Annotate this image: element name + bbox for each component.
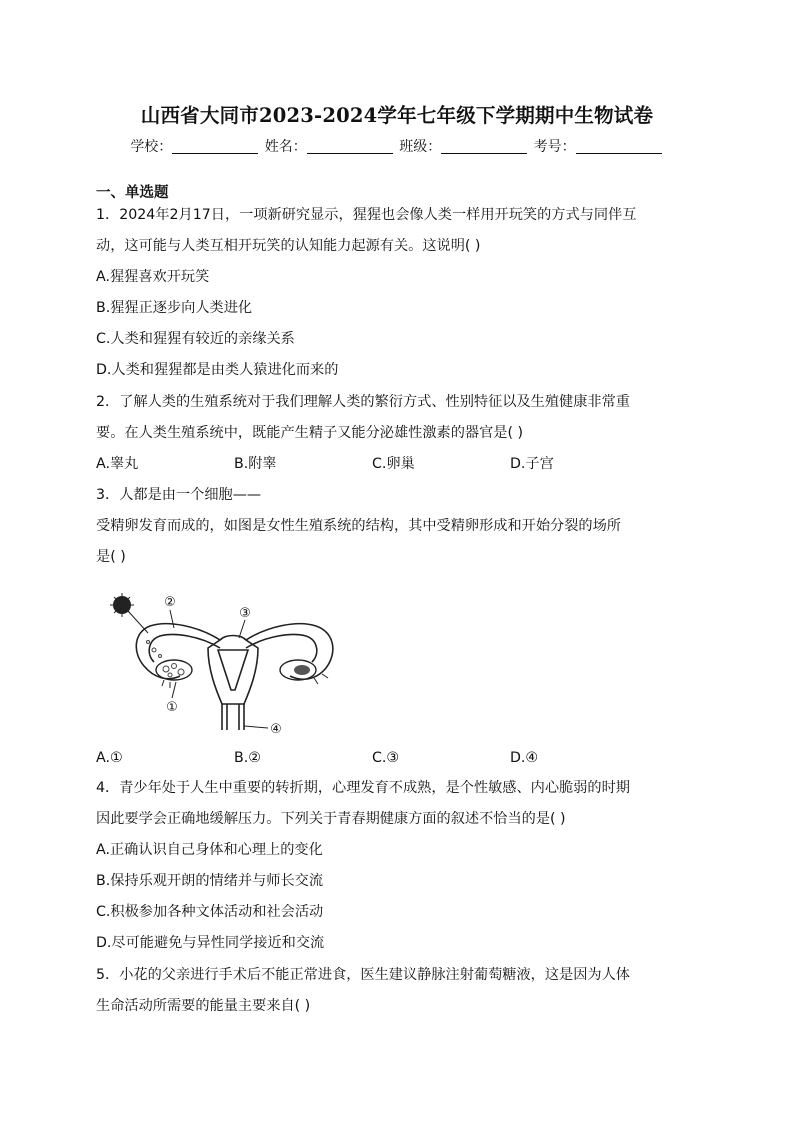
q3-stem-line-2: 受精卵发育而成的，如图是女性生殖系统的结构，其中受精卵形成和开始分裂的场所	[96, 518, 621, 534]
q3-stem-line-1: 3．人都是由一个细胞——	[96, 487, 262, 503]
q3-option-d[interactable]: D.④	[510, 750, 539, 766]
exam-number-blank[interactable]	[576, 139, 662, 154]
q1-option-a[interactable]: A.猩猩喜欢开玩笑	[96, 269, 210, 285]
q4-stem-line-2: 因此要学会正确地缓解压力。下列关于青春期健康方面的叙述不恰当的是( )	[96, 811, 566, 827]
q1-option-b[interactable]: B.猩猩正逐步向人类进化	[96, 300, 253, 316]
q5-stem-line-1: 5．小花的父亲进行手术后不能正常进食，医生建议静脉注射葡萄糖液，这是因为人体	[96, 967, 630, 983]
figure-label-3: ③	[239, 606, 251, 621]
female-reproductive-system-figure	[108, 590, 358, 740]
q3-option-a[interactable]: A.①	[96, 750, 123, 766]
q3-stem-line-3: 是( )	[96, 549, 126, 565]
school-blank[interactable]	[172, 139, 258, 154]
class-label: 班级：	[399, 139, 442, 155]
q4-stem-line-1: 4．青少年处于人生中重要的转折期，心理发育不成熟，是个性敏感、内心脆弱的时期	[96, 780, 630, 796]
q3-option-b[interactable]: B.②	[234, 750, 261, 766]
name-blank[interactable]	[307, 139, 393, 154]
exam-title: 山西省大同市2023-2024学年七年级下学期期中生物试卷	[140, 104, 654, 127]
class-blank[interactable]	[441, 139, 527, 154]
name-label: 姓名：	[264, 139, 307, 155]
q2-option-a[interactable]: A.睾丸	[96, 456, 139, 472]
figure-label-4: ④	[270, 722, 282, 737]
student-info-line	[0, 136, 794, 156]
figure-label-2: ②	[164, 595, 176, 610]
q4-option-a[interactable]: A.正确认识自己身体和心理上的变化	[96, 842, 323, 858]
school-label: 学校：	[130, 139, 173, 155]
q1-stem-line-1: 1．2024年2月17日，一项新研究显示，猩猩也会像人类一样用开玩笑的方式与同伴互	[96, 207, 637, 223]
q4-option-b[interactable]: B.保持乐观开朗的情绪并与师长交流	[96, 873, 324, 889]
q2-stem-line-1: 2．了解人类的生殖系统对于我们理解人类的繁衍方式、性别特征以及生殖健康非常重	[96, 394, 630, 410]
q2-stem-line-2: 要。在人类生殖系统中，既能产生精子又能分泌雄性激素的器官是( )	[96, 425, 524, 441]
q2-option-c[interactable]: C.卵巢	[372, 456, 415, 472]
q4-option-d[interactable]: D.尽可能避免与异性同学接近和交流	[96, 935, 325, 951]
q1-option-c[interactable]: C.人类和猩猩有较近的亲缘关系	[96, 331, 295, 347]
q2-option-d[interactable]: D.子宫	[510, 456, 554, 472]
q1-option-d[interactable]: D.人类和猩猩都是由类人猿进化而来的	[96, 362, 339, 378]
exam-number-label: 考号：	[533, 139, 576, 155]
q3-option-c[interactable]: C.③	[372, 750, 400, 766]
q1-stem-line-2: 动，这可能与人类互相开玩笑的认知能力起源有关。这说明( )	[96, 238, 481, 254]
q5-stem-line-2: 生命活动所需要的能量主要来自( )	[96, 998, 311, 1014]
section-title: 一、单选题	[96, 185, 169, 201]
figure-label-1: ①	[166, 700, 178, 715]
q2-option-b[interactable]: B.附睾	[234, 456, 277, 472]
q4-option-c[interactable]: C.积极参加各种文体活动和社会活动	[96, 904, 324, 920]
